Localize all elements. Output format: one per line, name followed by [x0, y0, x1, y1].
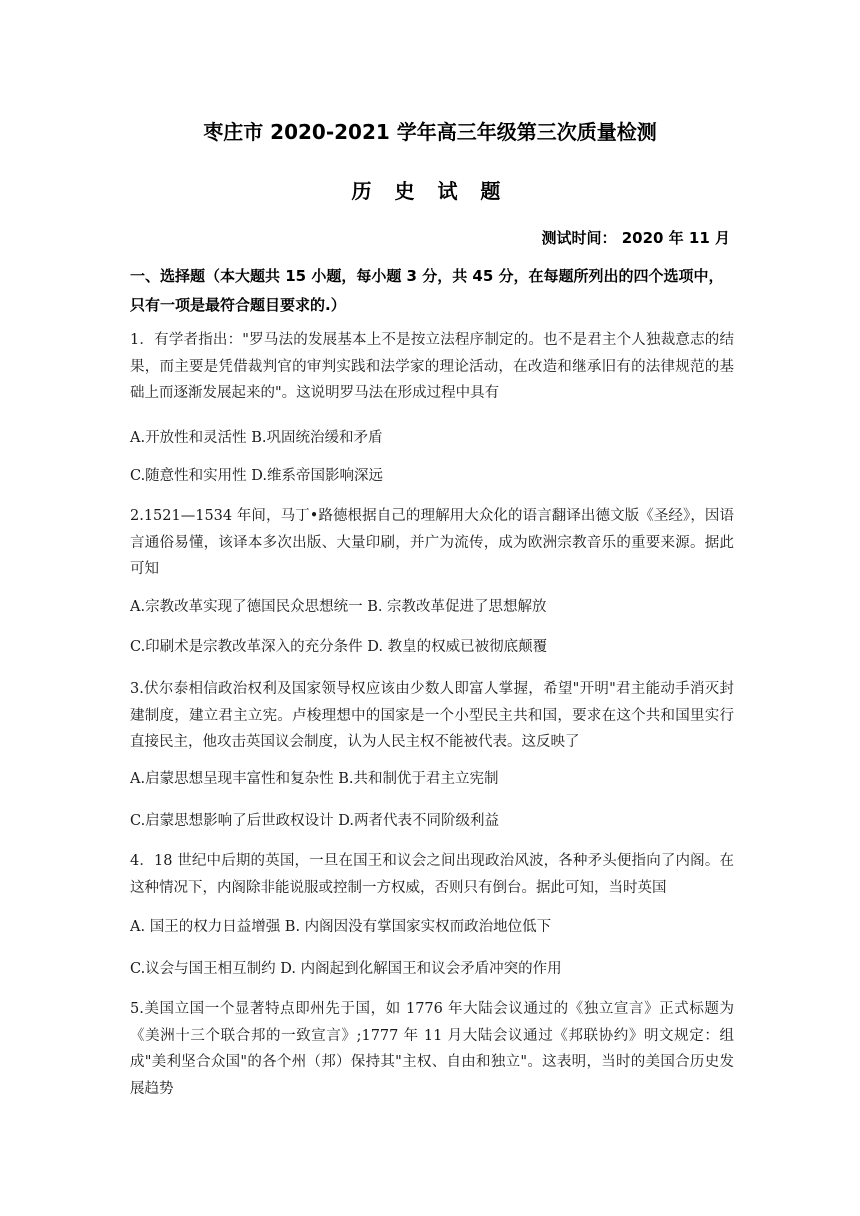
page-subtitle: 历 史 试 题	[351, 179, 509, 203]
question-2-option-cd: C.印刷术是宗教改革深入的充分条件 D. 教皇的权威已被彻底颠覆	[130, 639, 548, 655]
question-1-option-cd: C.随意性和实用性 D.维系帝国影响深远	[130, 468, 384, 484]
question-2-option-ab: A.宗教改革实现了德国民众思想统一 B. 宗教改革促进了思想解放	[130, 599, 547, 615]
question-5-stem: 5.美国立国一个显著特点即州先于国，如 1776 年大陆会议通过的《独立宣言》正式标题为《美洲十三个联合邦的一致宣言》;1777 年 11 月大陆会议通过《邦联协约》明文规定：组成"美利坚合众国"的各个州（邦）保持其"主权、自由和独立"。这表明，当时的美国合历史发展趋势	[130, 1001, 734, 1097]
question-3-option-cd: C.启蒙思想影响了后世政权设计 D.两者代表不同阶级利益	[130, 813, 500, 829]
question-3-option-ab: A.启蒙思想呈现丰富性和复杂性 B.共和制优于君主立宪制	[130, 771, 499, 787]
question-4-option-ab: A. 国王的权力日益增强 B. 内阁因没有掌国家实权而政治地位低下	[130, 919, 552, 935]
question-3-stem: 3.伏尔泰相信政治权利及国家领导权应该由少数人即富人掌握，希望"开明"君主能动手消灭封建制度，建立君主立宪。卢梭理想中的国家是一个小型民主共和国，要求在这个共和国里实行直接民主，他攻击英国议会制度，认为人民主权不能被代表。这反映了	[130, 681, 734, 750]
question-4-option-cd: C.议会与国王相互制约 D. 内阁起到化解国王和议会矛盾冲突的作用	[130, 961, 562, 977]
page-title: 枣庄市 2020-2021 学年高三年级第三次质量检测	[203, 120, 657, 144]
question-1-option-ab: A.开放性和灵活性 B.巩固统治缓和矛盾	[130, 430, 383, 446]
question-2-stem: 2.1521—1534 年间，马丁•路德根据自己的理解用大众化的语言翻译出德文版《圣经》，因语言通俗易懂，该译本多次出版、大量印刷，并广为流传，成为欧洲宗教音乐的重要来源。据此可知	[130, 508, 734, 577]
section-heading: 一、选择题（本大题共 15 小题，每小题 3 分，共 45 分，在每题所列出的四个选项中，只有一项是最符合题目要求的.）	[130, 267, 724, 314]
exam-time: 测试时间： 2020 年 11 月	[541, 229, 730, 247]
question-1-stem: 1．有学者指出："罗马法的发展基本上不是按立法程序制定的。也不是君主个人独裁意志的结果，而主要是凭借裁判官的审判实践和法学家的理论活动，在改造和继承旧有的法律规范的基础上而逐渐发展起来的"。这说明罗马法在形成过程中具有	[130, 332, 734, 401]
question-4-stem: 4．18 世纪中后期的英国，一旦在国王和议会之间出现政治风波，各种矛头便指向了内阁。在这种情况下，内阁除非能说服或控制一方权威，否则只有倒台。据此可知，当时英国	[130, 853, 734, 896]
